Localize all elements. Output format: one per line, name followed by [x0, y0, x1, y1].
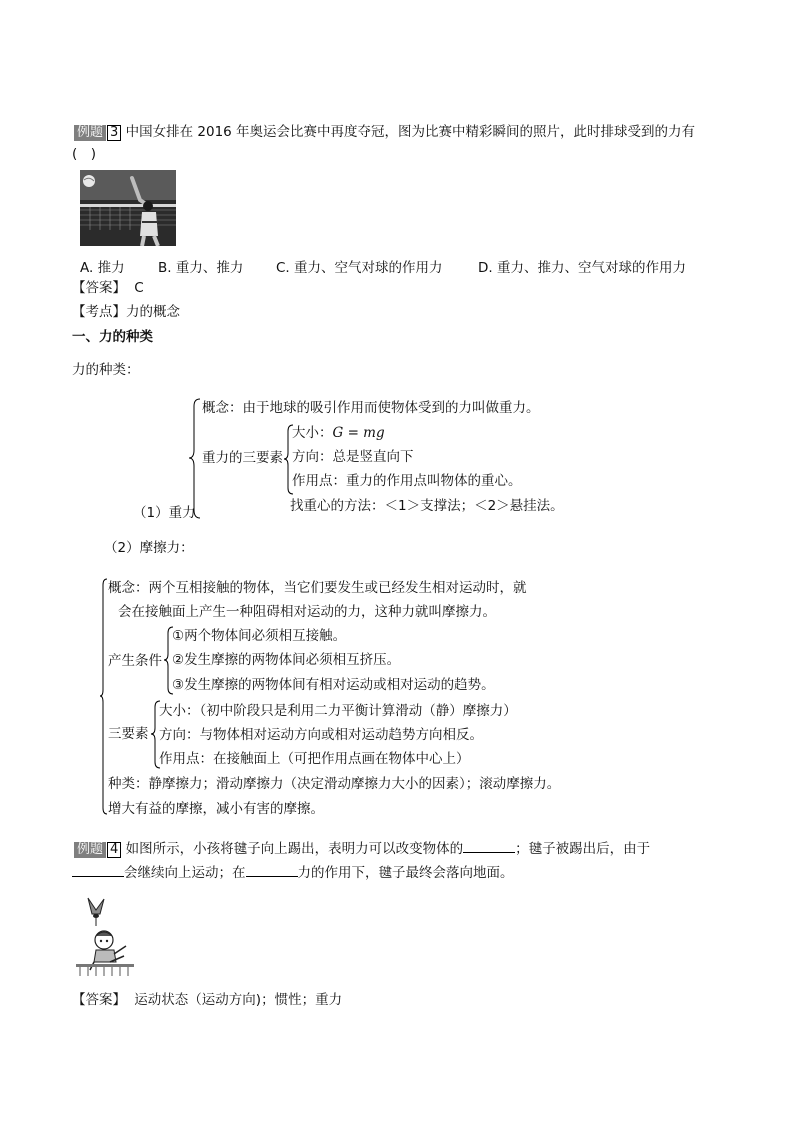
- shuttlecock-kick-image: [74, 896, 136, 976]
- gravity-concept: 概念：由于地球的吸引作用而使物体受到的力叫做重力。: [202, 400, 540, 416]
- answer-blank: [246, 864, 298, 877]
- example3-kaodian: [72, 304, 180, 320]
- section-intro: 力的种类：: [72, 362, 140, 378]
- volleyball-photo-image: [80, 170, 176, 246]
- answer-blank: [463, 840, 515, 853]
- option-a: A. 推力: [80, 260, 125, 276]
- example4-text-d: 力的作用下，毽子最终会落向地面。: [297, 865, 514, 881]
- gravity-formula: G = mg: [332, 425, 385, 441]
- answer-label: 【答案】: [72, 280, 126, 296]
- gravity-direction: 方向：总是竖直向下: [292, 449, 414, 465]
- kaodian-value: 力的概念: [126, 304, 180, 320]
- example-number: 4: [107, 842, 121, 858]
- shuttlecock-kick-illustration: [74, 896, 136, 976]
- answer-label: 【答案】: [72, 992, 126, 1008]
- friction-label: （2）摩擦力：: [104, 540, 194, 556]
- friction-condition-2: ②发生摩擦的两物体间必须相互挤压。: [172, 652, 401, 668]
- gravity-point: 作用点：重力的作用点叫物体的重心。: [292, 473, 522, 489]
- option-d: D. 重力、推力、空气对球的作用力: [478, 260, 686, 276]
- answer-blank: [72, 864, 124, 877]
- example4-text-c: 会继续向上运动；在: [124, 865, 246, 881]
- friction-condition-3: ③发生摩擦的两物体间有相对运动或相对运动的趋势。: [172, 677, 495, 693]
- example4-text-b: ；毽子被踢出后，由于: [515, 841, 651, 857]
- option-b: B. 重力、推力: [158, 260, 244, 276]
- example-tag: 例题: [74, 125, 106, 141]
- gravity-size: [292, 425, 385, 441]
- example4-answer: [72, 992, 342, 1008]
- gravity-label: （1）重力: [133, 505, 196, 521]
- friction-point: 作用点：在接触面上（可把作用点画在物体中心上）: [159, 751, 470, 767]
- example3-paren: ( ): [72, 146, 97, 162]
- example3-question-text: 中国女排在 2016 年奥运会比赛中再度夺冠，图为比赛中精彩瞬间的照片，此时排球受到的力有: [125, 124, 696, 140]
- gravity-brace: [188, 398, 202, 520]
- example4-question-line1: [74, 840, 650, 858]
- example4-question-line2: [72, 864, 514, 881]
- answer-value: 运动状态（运动方向)；惯性；重力: [134, 992, 343, 1008]
- example-number: 3: [107, 125, 121, 141]
- friction-direction: 方向：与物体相对运动方向或相对运动趋势方向相反。: [159, 727, 483, 743]
- friction-condition-label: 产生条件: [108, 653, 162, 669]
- friction-condition-1: ①两个物体间必须相互接触。: [172, 628, 347, 644]
- friction-size: 大小：（初中阶段只是利用二力平衡计算滑动（静）摩擦力）: [159, 703, 517, 719]
- gravity-three-elements-label: 重力的三要素: [202, 450, 283, 466]
- option-c: C. 重力、空气对球的作用力: [276, 260, 443, 276]
- example-tag: 例题: [74, 842, 106, 858]
- example3-question: [74, 124, 695, 141]
- friction-concept-line2: 会在接触面上产生一种阻碍相对运动的力，这种力就叫摩擦力。: [118, 604, 496, 620]
- gravity-method: 找重心的方法：＜1＞支撑法；＜2＞悬挂法。: [290, 498, 564, 514]
- friction-three-elements-label: 三要素: [108, 726, 149, 742]
- friction-concept-line1: 概念：两个互相接触的物体，当它们要发生或已经发生相对运动时，就: [108, 580, 527, 596]
- friction-kinds: 种类：静摩擦力；滑动摩擦力（决定滑动摩擦力大小的因素）；滚动摩擦力。: [108, 776, 561, 792]
- kaodian-label: 【考点】: [72, 304, 126, 320]
- section-heading: 一、力的种类: [72, 329, 153, 345]
- gravity-size-prefix: 大小：: [292, 425, 333, 441]
- friction-advice: 增大有益的摩擦，减小有害的摩擦。: [108, 801, 324, 817]
- volleyball-photo: [80, 170, 176, 246]
- example4-text-a: 如图所示，小孩将毽子向上踢出，表明力可以改变物体的: [125, 841, 464, 857]
- example3-answer: [72, 280, 144, 296]
- answer-value: C: [134, 280, 144, 296]
